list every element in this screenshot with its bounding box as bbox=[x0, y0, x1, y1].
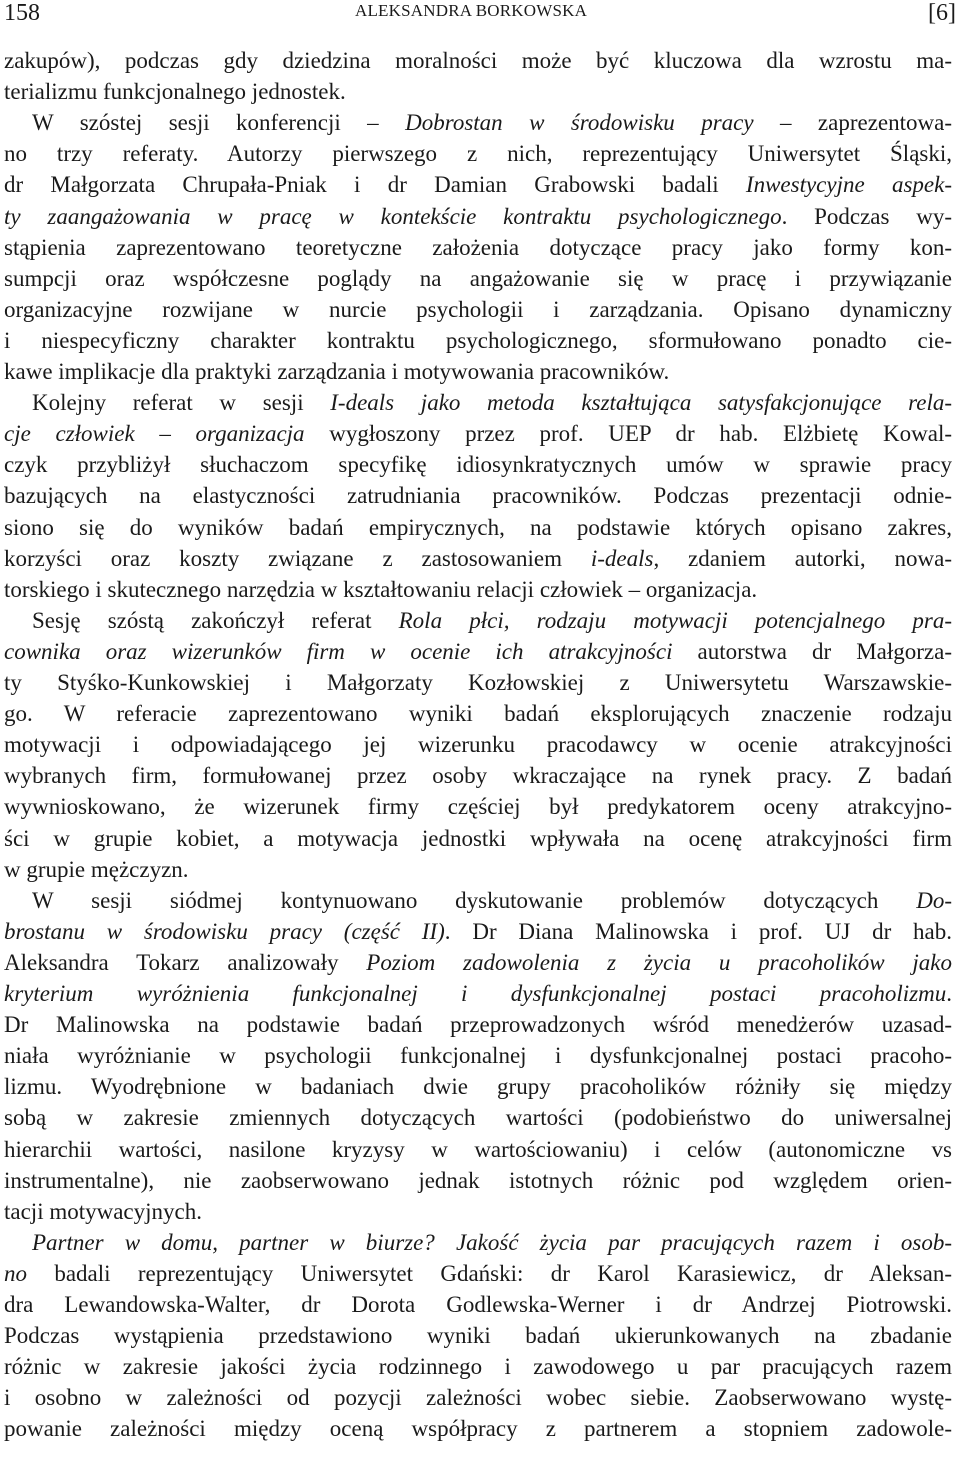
text-line bbox=[4, 761, 952, 791]
text-line bbox=[4, 108, 952, 138]
text-segment: tacji motywacyjnych. bbox=[4, 1198, 202, 1224]
text-line bbox=[4, 979, 952, 1009]
text-segment: i osobno w zależności od pozycji zależności wobec siebie. Zaobserwowano wystę- bbox=[4, 1385, 952, 1411]
text-segment: Dr Malinowska na podstawie badań przeprowadzonych wśród menedżerów uzasad- bbox=[4, 1012, 952, 1038]
text-segment: w grupie mężczyzn. bbox=[4, 856, 189, 882]
text-line bbox=[4, 1383, 952, 1413]
text-line bbox=[4, 1321, 952, 1351]
text-segment: . bbox=[946, 981, 952, 1006]
text-line bbox=[4, 1197, 952, 1227]
text-segment: dr Małgorzata Chrupała-Pniak i dr Damian Grabowski badali bbox=[4, 172, 746, 198]
text-segment: wybranych firm, formułowanej przez osoby wkraczające na rynek pracy. Z badań bbox=[4, 763, 952, 789]
text-segment: instrumentalne), nie zaobserwowano jednak istotnych różnic pod względem orien- bbox=[4, 1167, 952, 1193]
italic-text: no bbox=[4, 1260, 27, 1286]
text-segment: wywnioskowano, że wizerunek firmy częściej był predykatorem oceny atrakcyjno- bbox=[4, 794, 952, 820]
text-line bbox=[4, 824, 952, 854]
italic-text: ty zaangażowania w pracę w kontekście kontraktu psychologicznego bbox=[4, 203, 782, 229]
text-segment: hierarchii wartości, nasilone kryzysy w wartościowaniu) i celów (autonomiczne vs bbox=[4, 1136, 952, 1162]
text-segment: Podczas wystąpienia przedstawiono wyniki badań ukierunkowanych na zbadanie bbox=[4, 1323, 952, 1349]
text-segment: niała wyróżnianie w psychologii funkcjonalnej i dysfunkcjonalnej postaci pracoho- bbox=[4, 1043, 952, 1069]
text-line bbox=[4, 855, 952, 885]
italic-text: Poziom zadowolenia z życia u pracoholików jako bbox=[366, 949, 952, 975]
text-segment: . Dr Diana Malinowska i prof. UJ dr hab. bbox=[444, 918, 952, 944]
text-line bbox=[4, 202, 952, 232]
text-segment: dra Lewandowska-Walter, dr Dorota Godlewska-Werner i dr Andrzej Piotrowski. bbox=[4, 1292, 952, 1317]
text-segment: czyk przybliżył słuchaczom specyfikę idiosynkratycznych umów w sprawie pracy bbox=[4, 452, 952, 478]
text-line bbox=[4, 1010, 952, 1040]
text-line bbox=[4, 668, 952, 698]
text-segment: no trzy referaty. Autorzy pierwszego z nich, reprezentujący Uniwersytet Śląski, bbox=[4, 141, 952, 167]
text-line bbox=[4, 264, 952, 294]
text-segment: lizmu. Wyodrębnione w badaniach dwie grupy pracoholików różniły się między bbox=[4, 1074, 952, 1100]
text-segment: ści w grupie kobiet, a motywacja jednostki wpływała na ocenę atrakcyjności firm bbox=[4, 825, 952, 851]
text-line bbox=[4, 326, 952, 356]
text-line bbox=[4, 917, 952, 947]
section-number: [6] bbox=[928, 0, 956, 26]
text-line bbox=[4, 1166, 952, 1196]
text-line bbox=[4, 1135, 952, 1165]
text-segment: Sesję szóstą zakończył referat bbox=[32, 607, 399, 633]
text-segment: wygłoszony przez prof. UEP dr hab. Elżbietę Kowal- bbox=[304, 421, 952, 447]
text-line bbox=[4, 886, 952, 916]
text-line bbox=[4, 46, 952, 76]
italic-text: Do- bbox=[916, 887, 952, 913]
text-line bbox=[4, 948, 952, 978]
text-line bbox=[4, 170, 952, 200]
text-line bbox=[4, 699, 952, 729]
text-segment: Aleksandra Tokarz analizowały bbox=[4, 949, 367, 975]
text-line bbox=[4, 1414, 952, 1444]
text-line bbox=[4, 544, 952, 574]
text-segment: badali reprezentujący Uniwersytet Gdański: dr Karol Karasiewicz, dr Aleksan- bbox=[27, 1260, 952, 1286]
text-segment: powanie zależności między oceną współpracy z partnerem a stopniem zadowole- bbox=[4, 1416, 952, 1442]
text-line bbox=[4, 450, 952, 480]
text-segment: siono się do wyników badań empirycznych, na podstawie których opisano zakres, bbox=[4, 514, 952, 540]
text-line bbox=[4, 792, 952, 822]
text-segment: motywacji i odpowiadającego jej wizerunku pracodawcy w ocenie atrakcyjności bbox=[4, 732, 952, 758]
text-line bbox=[4, 388, 952, 418]
text-segment: bazujących na elastyczności zatrudniania pracowników. Podczas prezentacji odnie- bbox=[4, 483, 952, 509]
italic-text: i-deals bbox=[590, 545, 654, 571]
text-line bbox=[4, 1259, 952, 1289]
italic-text: Inwestycyjne aspek- bbox=[745, 172, 952, 198]
text-line bbox=[4, 575, 952, 605]
text-segment: różnic w zakresie jakości życia rodzinnego i zawodowego u par pracujących razem bbox=[4, 1354, 952, 1380]
text-line bbox=[4, 513, 952, 543]
text-line bbox=[4, 233, 952, 263]
text-line bbox=[4, 1072, 952, 1102]
text-segment: kawe implikacje dla praktyki zarządzania i motywowania pracowników. bbox=[4, 359, 670, 384]
text-segment: – zaprezentowa- bbox=[753, 110, 952, 136]
text-line bbox=[4, 1352, 952, 1382]
text-line bbox=[4, 295, 952, 325]
text-segment: . Podczas wy- bbox=[781, 203, 952, 229]
text-segment: Kolejny referat w sesji bbox=[32, 390, 331, 416]
text-segment: go. W referacie zaprezentowano wyniki badań eksplorujących znaczenie rodzaju bbox=[4, 701, 952, 727]
italic-text: cje człowiek – organizacja bbox=[4, 421, 305, 447]
italic-text: Partner w domu, partner w biurze? Jakość życia par pracujących razem i osob- bbox=[32, 1229, 952, 1255]
italic-text: I-deals jako metoda kształtująca satysfakcjonujące rela- bbox=[330, 390, 952, 416]
text-line bbox=[4, 1041, 952, 1071]
italic-text: brostanu w środowisku pracy (część II) bbox=[4, 918, 445, 944]
text-line bbox=[4, 637, 952, 667]
text-segment: torskiego i skutecznego narzędzia w kształtowaniu relacji człowiek – organizacja. bbox=[4, 576, 758, 602]
text-segment: ty Styśko-Kunkowskiej i Małgorzaty Kozłowskiej z Uniwersytetu Warszawskie- bbox=[4, 670, 952, 695]
text-line bbox=[4, 1103, 952, 1133]
text-line bbox=[4, 606, 952, 636]
italic-text: cownika oraz wizerunków firm w ocenie ich atrakcyjności bbox=[4, 638, 673, 664]
italic-text: Dobrostan w środowisku pracy bbox=[405, 110, 754, 136]
text-line bbox=[4, 357, 952, 387]
text-segment: zakupów), podczas gdy dziedzina moralności może być kluczowa dla wzrostu ma- bbox=[4, 48, 952, 73]
text-segment: terializmu funkcjonalnego jednostek. bbox=[4, 79, 346, 105]
text-line bbox=[4, 1228, 952, 1258]
italic-text: kryterium wyróżnienia funkcjonalnej i dysfunkcjonalnej postaci pracoholizmu bbox=[4, 981, 947, 1006]
text-segment: korzyści oraz koszty związane z zastosowaniem bbox=[4, 545, 591, 571]
text-segment: organizacyjne rozwijane w nurcie psychologii i zarządzania. Opisano dynamiczny bbox=[4, 296, 952, 322]
text-line bbox=[4, 419, 952, 449]
text-line bbox=[4, 139, 952, 169]
text-line bbox=[4, 481, 952, 511]
text-line bbox=[4, 1290, 952, 1320]
italic-text: Rola płci, rodzaju motywacji potencjalnego pra- bbox=[398, 607, 952, 633]
text-segment: W sesji siódmej kontynuowano dyskutowanie problemów dotyczących bbox=[32, 887, 917, 913]
text-segment: autorstwa dr Małgorza- bbox=[672, 638, 952, 664]
page-number: 158 bbox=[4, 0, 40, 26]
text-segment: sumpcji oraz współczesne poglądy na angażowanie się w pracę i przywiązanie bbox=[4, 265, 952, 291]
text-segment: W szóstej sesji konferencji – bbox=[32, 110, 406, 136]
running-header bbox=[0, 0, 960, 30]
text-segment: , zdaniem autorki, nowa- bbox=[653, 545, 952, 571]
running-author: ALEKSANDRA BORKOWSKA bbox=[355, 1, 588, 20]
text-segment: stąpienia zaprezentowano teoretyczne założenia dotyczące pracy jako formy kon- bbox=[4, 234, 952, 260]
text-line bbox=[4, 77, 952, 107]
text-segment: i niespecyficzny charakter kontraktu psychologicznego, sformułowano ponadto cie- bbox=[4, 327, 952, 353]
text-line bbox=[4, 730, 952, 760]
text-segment: sobą w zakresie zmiennych dotyczących wartości (podobieństwo do uniwersalnej bbox=[4, 1105, 952, 1131]
